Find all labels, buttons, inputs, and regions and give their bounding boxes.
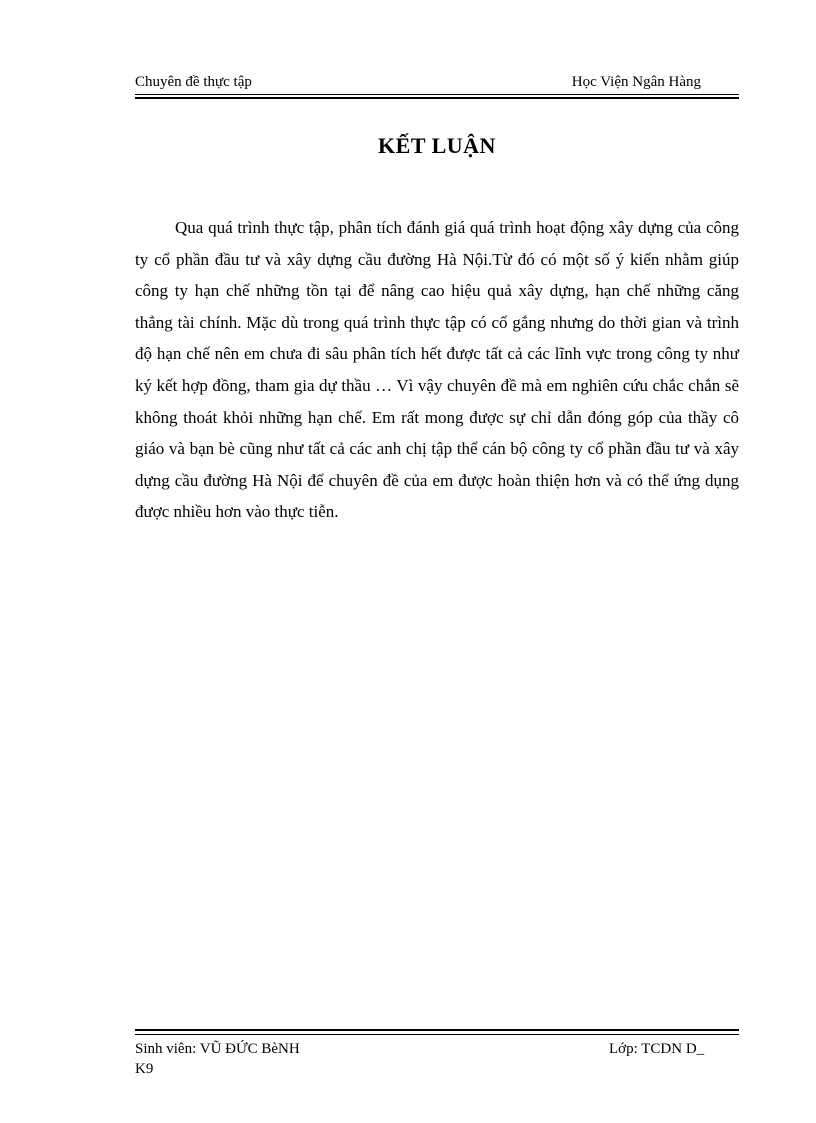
footer-class-wrap: K9 [135,1061,154,1077]
footer-rule-thick [135,1029,739,1031]
footer-class: Lớp: TCDN D_ [609,1041,705,1057]
header-rule-thin [135,94,739,95]
header-institution: Học Viện Ngân Hàng [571,74,701,90]
footer-student: Sinh viên: VŨ ĐỨC BèNH [135,1041,300,1057]
page-header [135,74,739,92]
header-topic: Chuyên đề thực tập [135,74,252,90]
footer-rule-thin [135,1034,739,1035]
header-rule-thick [135,97,739,99]
page-title: KẾT LUẬN [378,133,496,158]
conclusion-paragraph: Qua quá trình thực tập, phân tích đánh giá quá trình hoạt động xây dựng của công ty cổ phần đầu tư và xây dựng cầu đường Hà Nội.Từ đó có một số ý kiến nhằm giúp công ty hạn chế những tồn tại để nâng cao hiệu quả xây dựng, hạn chế những căng thẳng tài chính. Mặc dù trong quá trình thực tập có cố gắng nhưng do thời gian và trình độ hạn chế nên em chưa đi sâu phân tích hết được tất cả các lĩnh vực trong công ty như ký kết hợp đồng, tham gia dự thầu … Vì vậy chuyên đề mà em nghiên cứu chắc chắn sẽ không thoát khỏi những hạn chế. Em rất mong được sự chỉ dẫn đóng góp của thầy cô giáo và bạn bè cũng như tất cả các anh chị tập thể cán bộ công ty cổ phần đầu tư và xây dựng cầu đường Hà Nội để chuyên đề của em được hoàn thiện hơn và có thể ứng dụng được nhiều hơn vào thực tiễn. [135,218,739,522]
